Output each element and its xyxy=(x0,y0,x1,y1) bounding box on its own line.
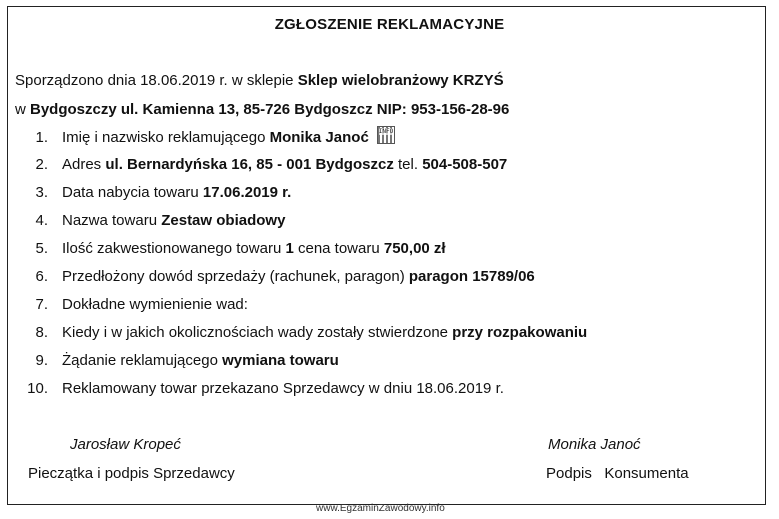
shop-name: Sklep wielobranżowy KRZYŚ xyxy=(297,72,504,89)
item-label: Adres xyxy=(62,156,106,173)
list-item-9 xyxy=(18,351,339,371)
item-number: 2. xyxy=(35,156,48,173)
item-number: 3. xyxy=(35,184,48,201)
item-label: Kiedy i w jakich okolicznościach wady zostały stwierdzone xyxy=(62,324,453,341)
item-number: 8. xyxy=(35,324,48,341)
seller-signature-label: Pieczątka i podpis Sprzedawcy xyxy=(28,465,235,482)
item-number: 5. xyxy=(35,240,48,257)
list-item-5 xyxy=(18,239,446,259)
list-item-3 xyxy=(18,183,291,203)
item-label: Przedłożony dowód sprzedaży (rachunek, paragon) xyxy=(62,268,409,285)
item-label-2: tel. xyxy=(393,156,423,173)
item-label: Nazwa towaru xyxy=(62,212,162,229)
intro-line-1 xyxy=(15,71,504,91)
list-item-7 xyxy=(18,295,248,315)
item-value: 1 xyxy=(285,240,294,257)
item-number: 1. xyxy=(35,129,48,146)
item-number: 7. xyxy=(35,296,48,313)
item-label: Data nabycia towaru xyxy=(62,184,203,201)
item-number: 9. xyxy=(35,352,48,369)
item-value: Zestaw obiadowy xyxy=(161,212,286,229)
consumer-signature-name: Monika Janoć xyxy=(548,436,641,453)
list-item-8 xyxy=(18,323,587,343)
list-item-1 xyxy=(18,126,395,148)
list-item-10 xyxy=(18,379,504,399)
consumer-signature-label: Podpis Konsumenta xyxy=(546,465,689,482)
item-value: paragon 15789/06 xyxy=(408,268,535,285)
item-label: Ilość zakwestionowanego towaru xyxy=(62,240,286,257)
intro-line-2 xyxy=(15,100,509,120)
item-value: Monika Janoć xyxy=(269,129,369,146)
item-label-2: cena towaru xyxy=(293,240,384,257)
watermark: www.EgzaminZawodowy.info xyxy=(316,503,445,514)
item-number: 4. xyxy=(35,212,48,229)
list-item-4 xyxy=(18,211,285,231)
intro-line-1-prefix: Sporządzono dnia 18.06.2019 r. w sklepie xyxy=(15,72,298,89)
seller-signature-name: Jarosław Kropeć xyxy=(70,436,181,453)
list-item-2 xyxy=(18,155,507,175)
item-label: Reklamowany towar przekazano Sprzedawcy w dniu 18.06.2019 r. xyxy=(62,380,504,397)
item-label: Dokładne wymienienie wad: xyxy=(62,296,248,313)
item-value: 17.06.2019 r. xyxy=(202,184,292,201)
item-value-2: 750,00 zł xyxy=(383,240,446,257)
shop-address: Bydgoszczy ul. Kamienna 13, 85-726 Bydgoszcz NIP: 953-156-28-96 xyxy=(30,101,510,118)
item-value: wymiana towaru xyxy=(222,352,339,369)
info-icon xyxy=(377,126,395,144)
item-number: 10. xyxy=(27,380,48,397)
intro-line-2-prefix: w xyxy=(15,101,30,118)
item-value-2: 504-508-507 xyxy=(422,156,508,173)
item-value: przy rozpakowaniu xyxy=(452,324,588,341)
item-number: 6. xyxy=(35,268,48,285)
item-value: ul. Bernardyńska 16, 85 - 001 Bydgoszcz xyxy=(105,156,394,173)
item-label: Żądanie reklamującego xyxy=(62,352,223,369)
document-title: ZGŁOSZENIE REKLAMACYJNE xyxy=(274,16,505,33)
info-icon-text: INFO xyxy=(378,128,394,135)
list-item-6 xyxy=(18,267,535,287)
item-label: Imię i nazwisko reklamującego xyxy=(62,129,270,146)
